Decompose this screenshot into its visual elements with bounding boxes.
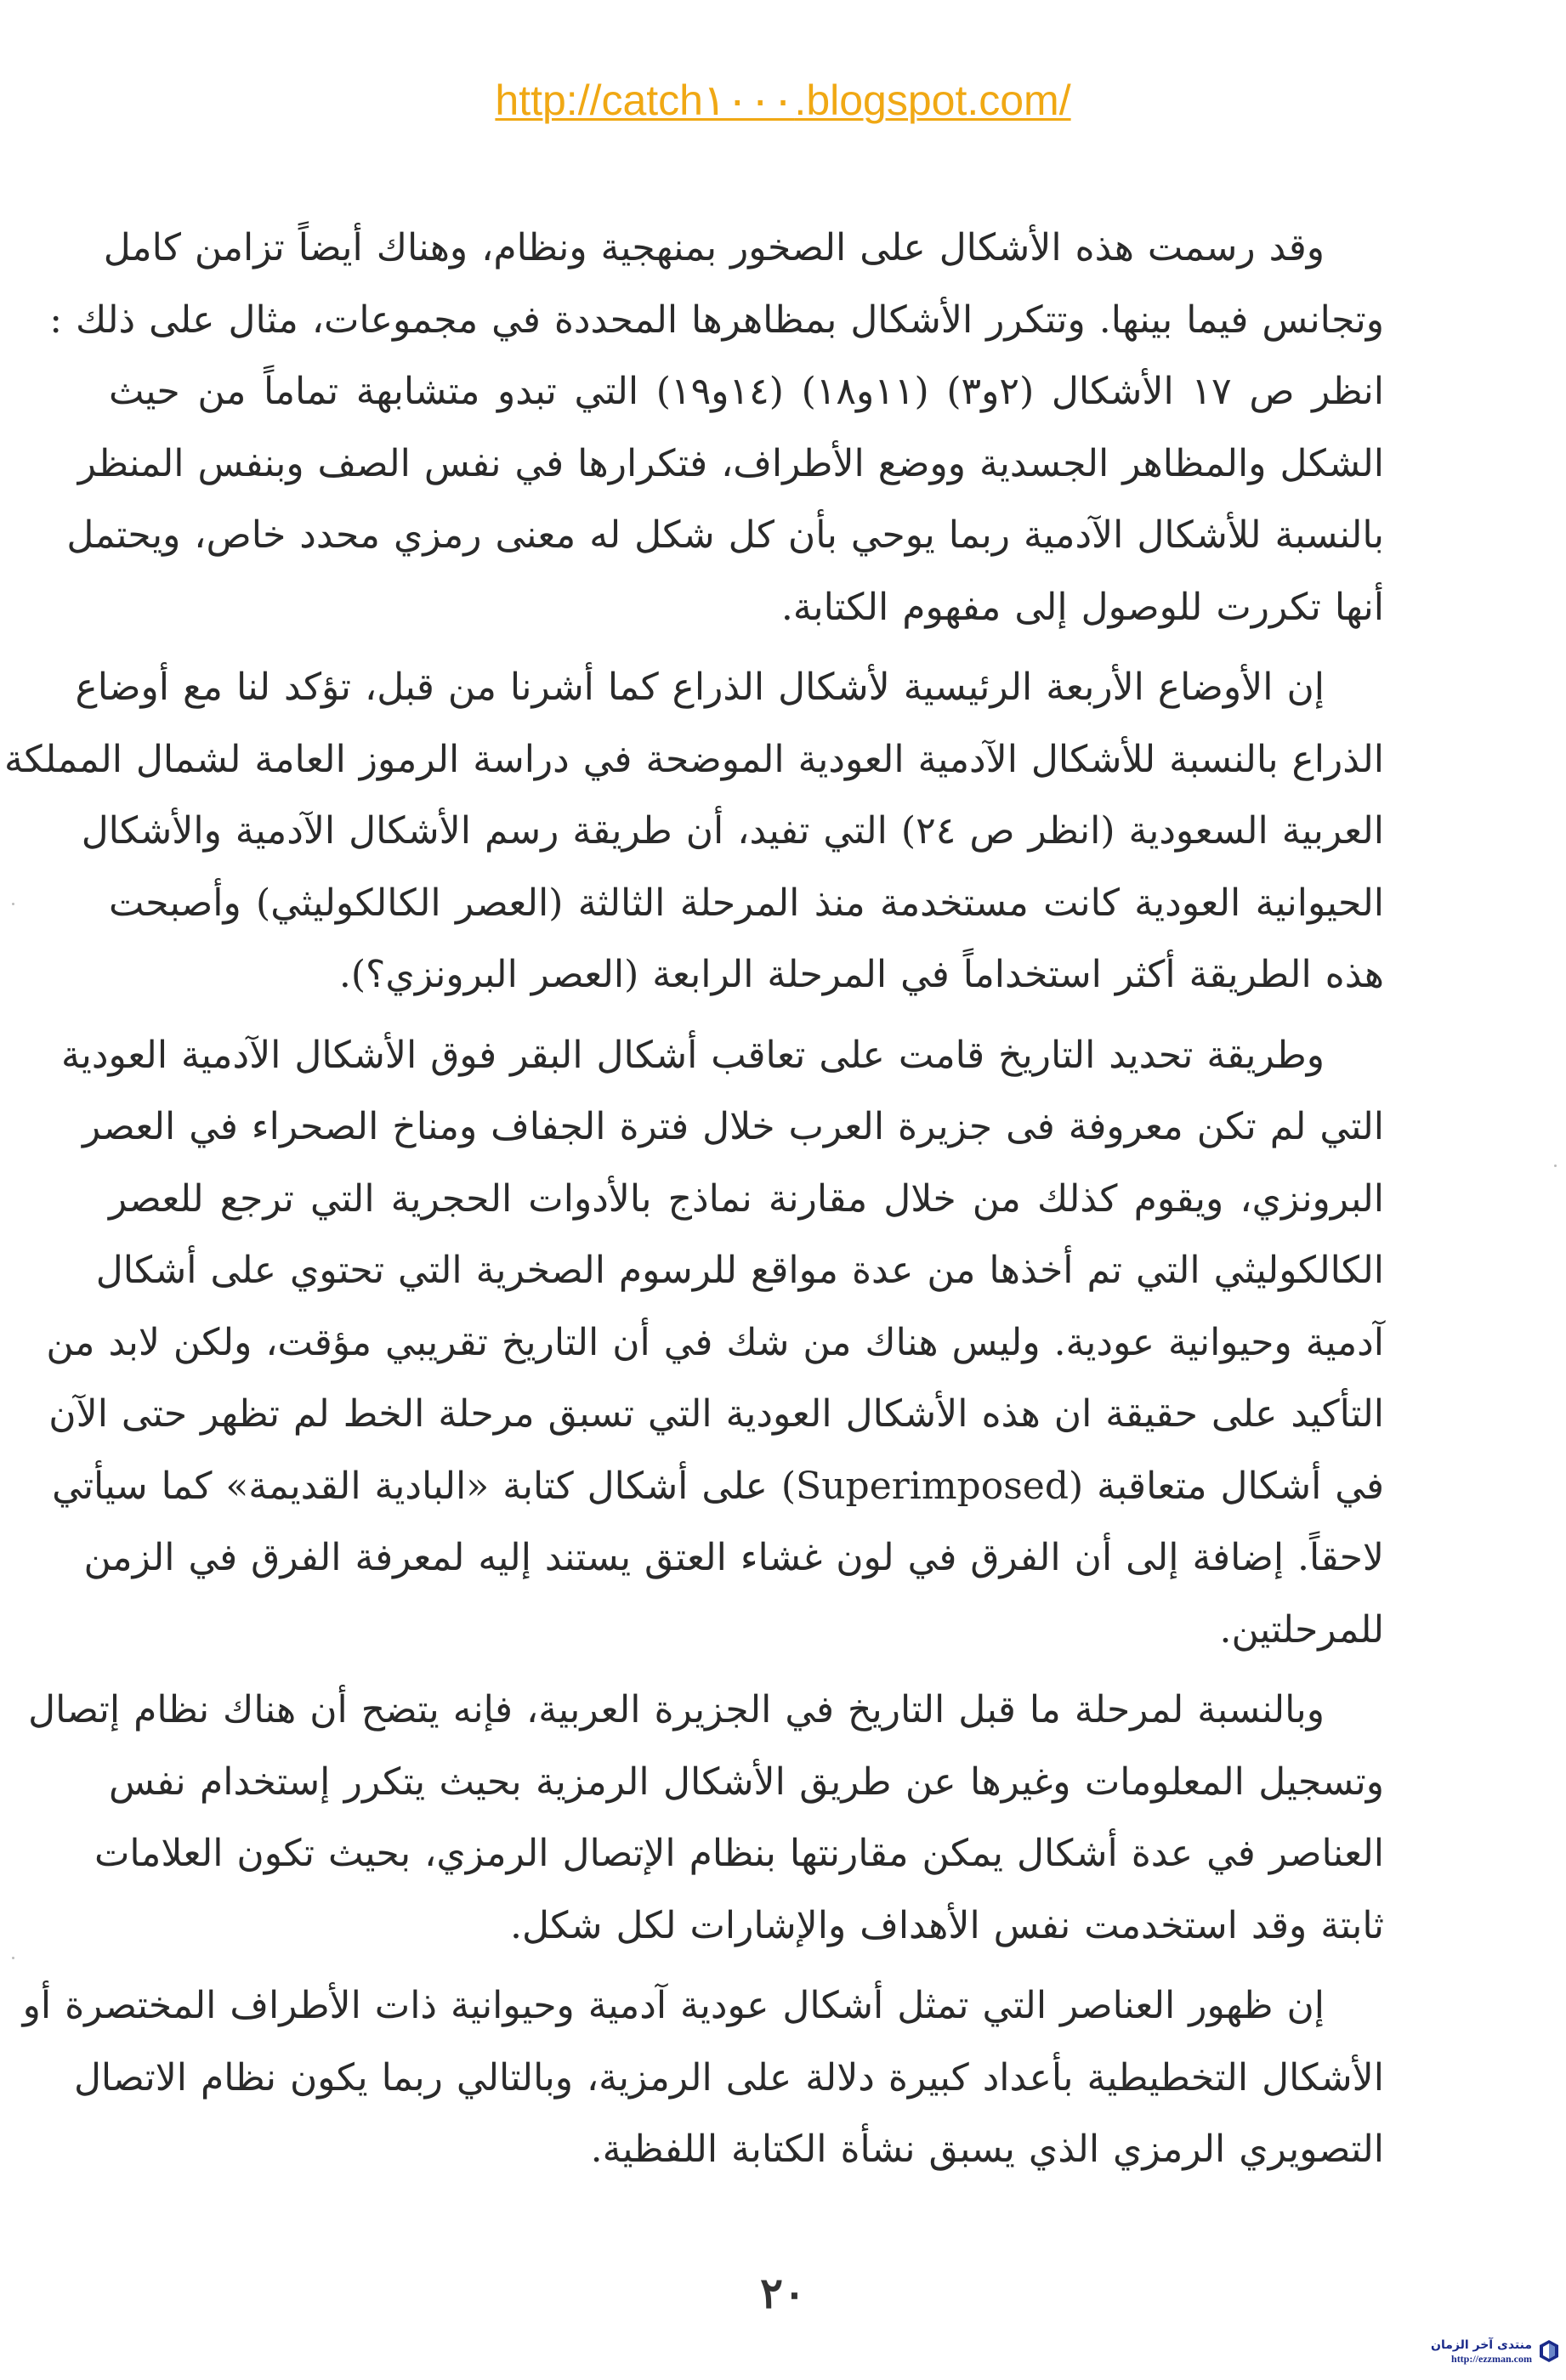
page-body — [3, 212, 1385, 2195]
paragraph-line: البرونزي، ويقوم كذلك من خلال مقارنة نماذج بالأدوات الحجرية التي ترجع للعصر — [109, 1176, 1384, 1221]
hexagon-logo-icon — [1539, 2339, 1559, 2363]
paragraph-line: وطريقة تحديد التاريخ قامت على تعاقب أشكال البقر فوق الأشكال الآدمية العودية — [61, 1033, 1325, 1077]
paragraph-line: أنها تكررت للوصول إلى مفهوم الكتابة. — [780, 585, 1384, 629]
paragraph-line: بالنسبة للأشكال الآدمية ربما يوحي بأن كل شكل له معنى رمزي محدد خاص، ويحتمل — [66, 513, 1384, 557]
paragraph-line: لاحقاً. إضافة إلى أن الفرق في لون غشاء العتق يستند إليه لمعرفة الفرق في الزمن — [83, 1536, 1384, 1579]
paragraph-line: التصويري الرمزي الذي يسبق نشأة الكتابة اللفظية. — [590, 2128, 1384, 2171]
paragraph-1 — [49, 212, 1385, 643]
paragraph-line: وتسجيل المعلومات وغيرها عن طريق الأشكال الرمزية بحيث يتكرر إستخدام نفس — [109, 1760, 1384, 1804]
paragraph-line: التأكيد على حقيقة ان هذه الأشكال العودية التي تسبق مرحلة الخط لم تظهر حتى الآن — [48, 1392, 1384, 1436]
paragraph-line: انظر ص ١٧ الأشكال (٢و٣) (١١و١٨) (١٤و١٩) التي تبدو متشابهة تماماً من حيث — [109, 370, 1385, 413]
paragraph-line: الكالكوليثي التي تم أخذها من عدة مواقع للرسوم الصخرية التي تحتوي على أشكال — [95, 1249, 1384, 1292]
paragraph-line: ثابتة وقد استخدمت نفس الأهداف والإشارات لكل شكل. — [510, 1903, 1384, 1947]
paragraph-line: وقد رسمت هذه الأشكال على الصخور بمنهجية ونظام، وهناك أيضاً تزامن كامل — [103, 226, 1325, 269]
paragraph-line: الحيوانية العودية كانت مستخدمة منذ المرحلة الثالثة (العصر الكالكوليثي) وأصبحت — [109, 881, 1384, 925]
paragraph-line: العناصر في عدة أشكال يمكن مقارنتها بنظام الإتصال الرمزي، بحيث تكون العلامات — [94, 1832, 1384, 1875]
paragraph-2 — [3, 652, 1384, 1012]
forum-badge[interactable] — [1431, 2338, 1559, 2365]
paragraph-5 — [22, 1970, 1384, 2186]
paragraph-line: الشكل والمظاهر الجسدية ووضع الأطراف، فتكرارها في نفس الصف وبنفس المنظر — [77, 441, 1384, 485]
paragraph-line: إن الأوضاع الأربعة الرئيسية لأشكال الذراع كما أشرنا من قبل، تؤكد لنا مع أوضاع — [75, 666, 1325, 709]
paragraph-line: وبالنسبة لمرحلة ما قبل التاريخ في الجزيرة العربية، فإنه يتضح أن هناك نظام إتصال — [28, 1688, 1325, 1731]
paragraph-line: آدمية وحيوانية عودية. وليس هناك من شك في أن التاريخ تقريبي مؤقت، ولكن لابد من — [46, 1320, 1384, 1364]
forum-name: منتدى آخر الزمان — [1431, 2338, 1532, 2352]
paragraph-line: إن ظهور العناصر التي تمثل أشكال عودية آدمية وحيوانية ذات الأطراف المختصرة أو — [22, 1984, 1325, 2027]
forum-url[interactable]: http://ezzman.com — [1451, 2353, 1532, 2365]
scan-speck — [1554, 1164, 1557, 1167]
forum-badge-text — [1431, 2338, 1532, 2365]
scan-speck — [12, 1957, 14, 1959]
scan-speck — [12, 903, 14, 905]
page-number: ٢٠ — [760, 2268, 806, 2318]
paragraph-line: في أشكال متعاقبة (Superimposed) على أشكال كتابة «البادية القديمة» كما سيأتي — [52, 1464, 1384, 1508]
paragraph-line: وتجانس فيما بينها. وتتكرر الأشكال بمظاهرها المحددة في مجموعات، مثال على ذلك : — [49, 298, 1384, 342]
paragraph-line: الذراع بالنسبة للأشكال الآدمية العودية الموضحة في دراسة الرموز العامة لشمال المملكة — [3, 737, 1384, 781]
paragraph-line: العربية السعودية (انظر ص ٢٤) التي تفيد، أن طريقة رسم الأشكال الآدمية والأشكال — [81, 809, 1384, 853]
paragraph-line: الأشكال التخطيطية بأعداد كبيرة دلالة على الرمزية، وبالتالي ربما يكون نظام الاتصال — [73, 2055, 1384, 2100]
paragraph-line: التي لم تكن معروفة فى جزيرة العرب خلال فترة الجفاف ومناخ الصحراء في العصر — [82, 1105, 1384, 1148]
paragraph-line: هذه الطريقة أكثر استخداماً في المرحلة الرابعة (العصر البرونزي؟). — [338, 953, 1384, 996]
paragraph-3 — [46, 1020, 1384, 1667]
paragraph-4 — [28, 1674, 1384, 1962]
watermark-url-link[interactable]: http://catch١٠٠٠.blogspot.com/ — [495, 76, 1071, 124]
paragraph-line: للمرحلتين. — [1219, 1607, 1384, 1652]
